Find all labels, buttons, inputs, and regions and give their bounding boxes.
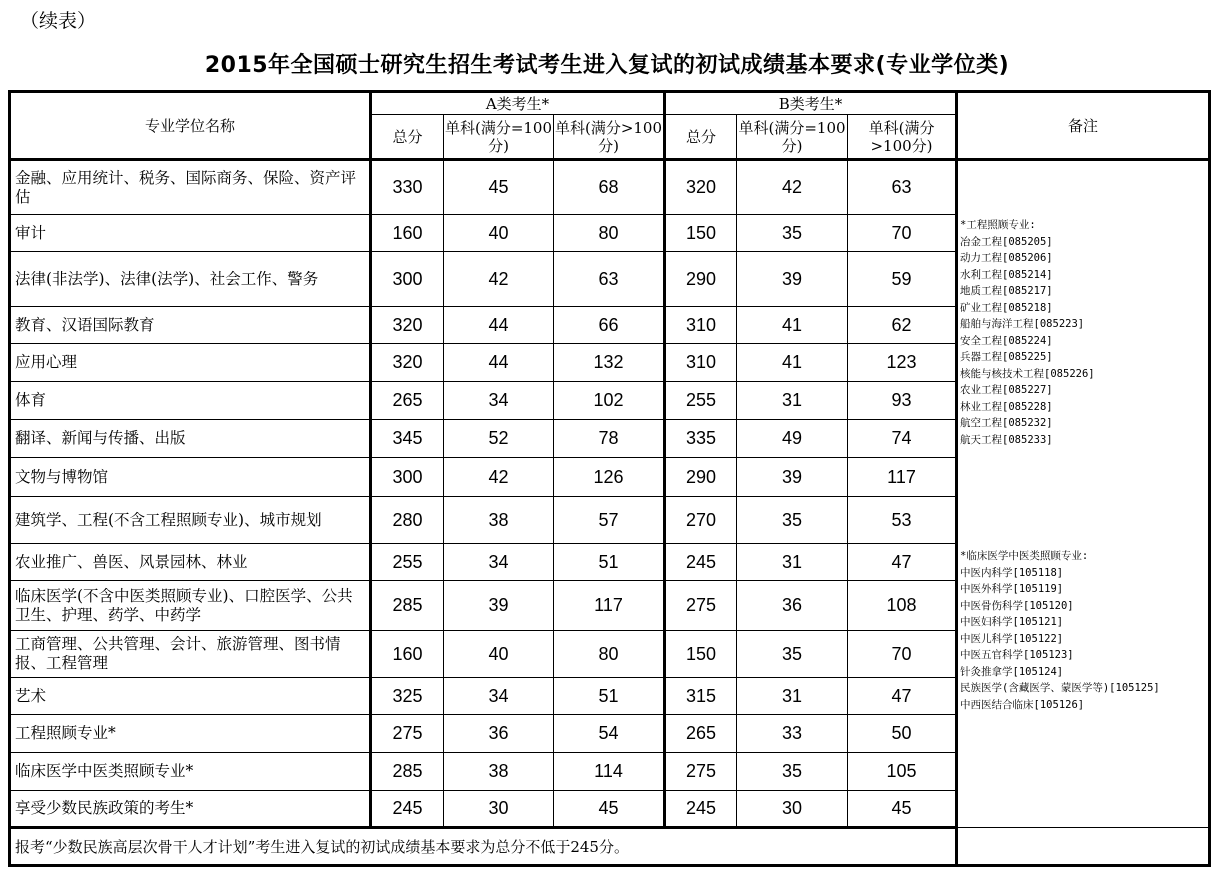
cell-b-s100: 41 (737, 307, 848, 344)
cell-a-s100: 39 (444, 581, 554, 631)
cell-a-total: 300 (371, 458, 444, 497)
cell-b-sgt: 62 (848, 307, 957, 344)
tcm-note-item: 中医儿科学[105122] (960, 632, 1064, 645)
cell-a-sgt: 51 (554, 544, 665, 581)
cell-a-s100: 44 (444, 307, 554, 344)
cell-b-sgt: 105 (848, 753, 957, 791)
cell-b-s100: 35 (737, 631, 848, 678)
row-name: 审计 (10, 215, 371, 252)
cell-b-s100: 41 (737, 344, 848, 382)
cell-a-s100: 45 (444, 160, 554, 215)
cell-a-sgt: 63 (554, 252, 665, 307)
cell-a-s100: 36 (444, 715, 554, 753)
engineering-note-item: 动力工程[085206] (960, 252, 1053, 264)
cell-a-total: 285 (371, 753, 444, 791)
cell-a-sgt: 57 (554, 497, 665, 544)
cell-b-sgt: 50 (848, 715, 957, 753)
row-name: 临床医学中医类照顾专业* (10, 753, 371, 791)
tcm-note-item: 中医内科学[105118] (960, 566, 1064, 579)
row-name: 农业推广、兽医、风景园林、林业 (10, 544, 371, 581)
header-a-total: 总分 (371, 115, 444, 160)
cell-a-s100: 38 (444, 753, 554, 791)
cell-b-total: 290 (665, 252, 737, 307)
engineering-note-item: 地质工程[085217] (960, 285, 1053, 297)
engineering-note-item: 安全工程[085224] (960, 334, 1053, 347)
engineering-note-item: 兵器工程[085225] (960, 351, 1053, 363)
page-title: 2015年全国硕士研究生招生考试考生进入复试的初试成绩基本要求(专业学位类) (204, 53, 1010, 78)
cell-b-sgt: 123 (848, 344, 957, 382)
cell-a-total: 275 (371, 715, 444, 753)
cell-b-s100: 35 (737, 753, 848, 791)
cell-a-total: 320 (371, 307, 444, 344)
cell-a-total: 160 (371, 631, 444, 678)
engineering-note-item: 矿业工程[085218] (960, 301, 1053, 314)
cell-a-total: 285 (371, 581, 444, 631)
cell-b-s100: 31 (737, 678, 848, 715)
footer-note: 报考“少数民族高层次骨干人才计划”考生进入复试的初试成绩基本要求为总分不低于245分。 (10, 828, 957, 866)
tcm-note-item: 中医外科学[105119] (960, 583, 1064, 595)
tcm-note-item: 针灸推拿学[105124] (960, 665, 1064, 678)
cell-b-total: 310 (665, 307, 737, 344)
header-name: 专业学位名称 (10, 92, 371, 160)
engineering-notes-title: *工程照顾专业: (960, 219, 1036, 231)
cell-b-sgt: 47 (848, 678, 957, 715)
cell-a-sgt: 78 (554, 420, 665, 458)
header-group-b: B类考生* (665, 92, 957, 115)
cell-a-total: 265 (371, 382, 444, 420)
cell-b-sgt: 70 (848, 631, 957, 678)
cell-b-s100: 33 (737, 715, 848, 753)
cell-b-total: 335 (665, 420, 737, 458)
cell-b-total: 245 (665, 791, 737, 828)
tcm-notes-title: *临床医学中医类照顾专业: (960, 550, 1089, 562)
cell-b-s100: 36 (737, 581, 848, 631)
cell-b-sgt: 117 (848, 458, 957, 497)
engineering-note-item: 冶金工程[085205] (960, 235, 1053, 248)
header-notes: 备注 (957, 92, 1210, 160)
cell-a-total: 325 (371, 678, 444, 715)
header-b-single-gt100: 单科(满分>100分) (848, 115, 957, 160)
cell-a-total: 330 (371, 160, 444, 215)
cell-b-total: 255 (665, 382, 737, 420)
cell-b-total: 310 (665, 344, 737, 382)
cell-a-sgt: 54 (554, 715, 665, 753)
row-name: 翻译、新闻与传播、出版 (10, 420, 371, 458)
cell-a-s100: 52 (444, 420, 554, 458)
cell-a-sgt: 114 (554, 753, 665, 791)
header-a-single-100: 单科(满分=100分) (444, 115, 554, 160)
cell-a-total: 245 (371, 791, 444, 828)
cell-b-sgt: 45 (848, 791, 957, 828)
cell-a-s100: 42 (444, 458, 554, 497)
engineering-note-item: 水利工程[085214] (960, 268, 1053, 281)
cell-a-s100: 34 (444, 678, 554, 715)
cell-b-total: 290 (665, 458, 737, 497)
notes-cell (957, 160, 1210, 828)
cell-b-total: 270 (665, 497, 737, 544)
row-name: 金融、应用统计、税务、国际商务、保险、资产评估 (10, 160, 371, 215)
engineering-note-item: 核能与核技术工程[085226] (960, 367, 1095, 380)
cell-b-sgt: 59 (848, 252, 957, 307)
cell-b-s100: 30 (737, 791, 848, 828)
cell-a-sgt: 102 (554, 382, 665, 420)
engineering-note-item: 航空工程[085232] (960, 417, 1053, 429)
cell-b-total: 265 (665, 715, 737, 753)
cell-a-sgt: 51 (554, 678, 665, 715)
tcm-note-item: 中医五官科学[105123] (960, 649, 1074, 661)
cell-a-sgt: 68 (554, 160, 665, 215)
cell-b-total: 320 (665, 160, 737, 215)
cell-b-s100: 31 (737, 544, 848, 581)
cell-a-sgt: 80 (554, 631, 665, 678)
cell-a-total: 300 (371, 252, 444, 307)
cell-b-sgt: 70 (848, 215, 957, 252)
cell-a-s100: 34 (444, 382, 554, 420)
footer-notes-blank (957, 828, 1210, 866)
cell-a-sgt: 126 (554, 458, 665, 497)
cell-b-total: 150 (665, 631, 737, 678)
cell-b-s100: 31 (737, 382, 848, 420)
header-group-a: A类考生* (371, 92, 665, 115)
row-name: 法律(非法学)、法律(法学)、社会工作、警务 (10, 252, 371, 307)
row-name: 工程照顾专业* (10, 715, 371, 753)
tcm-note-item: 中医骨伤科学[105120] (960, 599, 1074, 612)
engineering-note-item: 林业工程[085228] (960, 400, 1053, 413)
cell-b-s100: 35 (737, 215, 848, 252)
cell-a-s100: 38 (444, 497, 554, 544)
cell-b-sgt: 53 (848, 497, 957, 544)
header-a-single-gt100: 单科(满分>100分) (554, 115, 665, 160)
cell-a-total: 280 (371, 497, 444, 544)
row-name: 应用心理 (10, 344, 371, 382)
cell-b-total: 275 (665, 753, 737, 791)
cell-b-s100: 35 (737, 497, 848, 544)
cell-b-total: 315 (665, 678, 737, 715)
cell-b-s100: 49 (737, 420, 848, 458)
cell-a-sgt: 117 (554, 581, 665, 631)
row-name: 建筑学、工程(不含工程照顾专业)、城市规划 (10, 497, 371, 544)
row-name: 文物与博物馆 (10, 458, 371, 497)
engineering-note-item: 船舶与海洋工程[085223] (960, 318, 1085, 330)
tcm-note-item: 中医妇科学[105121] (960, 616, 1064, 628)
cell-b-sgt: 108 (848, 581, 957, 631)
cell-a-total: 345 (371, 420, 444, 458)
cell-b-s100: 39 (737, 458, 848, 497)
row-name: 临床医学(不含中医类照顾专业)、口腔医学、公共卫生、护理、药学、中药学 (10, 581, 371, 631)
cell-b-total: 245 (665, 544, 737, 581)
header-b-single-100: 单科(满分=100分) (737, 115, 848, 160)
cell-b-sgt: 47 (848, 544, 957, 581)
cell-a-s100: 40 (444, 631, 554, 678)
cell-a-sgt: 132 (554, 344, 665, 382)
tcm-note-item: 民族医学(含藏医学、蒙医学等)[105125] (960, 682, 1160, 694)
cell-a-sgt: 66 (554, 307, 665, 344)
tcm-note-item: 中西医结合临床[105126] (960, 698, 1085, 711)
cell-b-s100: 39 (737, 252, 848, 307)
footer-row (10, 828, 1210, 866)
continued-label: （续表） (20, 10, 97, 32)
cell-b-total: 275 (665, 581, 737, 631)
engineering-note-item: 航天工程[085233] (960, 433, 1053, 446)
cell-a-total: 160 (371, 215, 444, 252)
row-name: 工商管理、公共管理、会计、旅游管理、图书情报、工程管理 (10, 631, 371, 678)
cell-b-sgt: 74 (848, 420, 957, 458)
cell-a-s100: 42 (444, 252, 554, 307)
cell-a-s100: 44 (444, 344, 554, 382)
row-name: 体育 (10, 382, 371, 420)
cell-a-total: 255 (371, 544, 444, 581)
table-row (10, 160, 1210, 215)
cell-a-sgt: 45 (554, 791, 665, 828)
cell-b-sgt: 93 (848, 382, 957, 420)
cell-a-s100: 40 (444, 215, 554, 252)
cell-a-s100: 30 (444, 791, 554, 828)
row-name: 享受少数民族政策的考生* (10, 791, 371, 828)
engineering-note-item: 农业工程[085227] (960, 384, 1053, 396)
cell-a-s100: 34 (444, 544, 554, 581)
cell-a-sgt: 80 (554, 215, 665, 252)
header-b-total: 总分 (665, 115, 737, 160)
cell-a-total: 320 (371, 344, 444, 382)
cell-b-s100: 42 (737, 160, 848, 215)
cell-b-sgt: 63 (848, 160, 957, 215)
row-name: 艺术 (10, 678, 371, 715)
cell-b-total: 150 (665, 215, 737, 252)
row-name: 教育、汉语国际教育 (10, 307, 371, 344)
score-table (8, 90, 1211, 867)
